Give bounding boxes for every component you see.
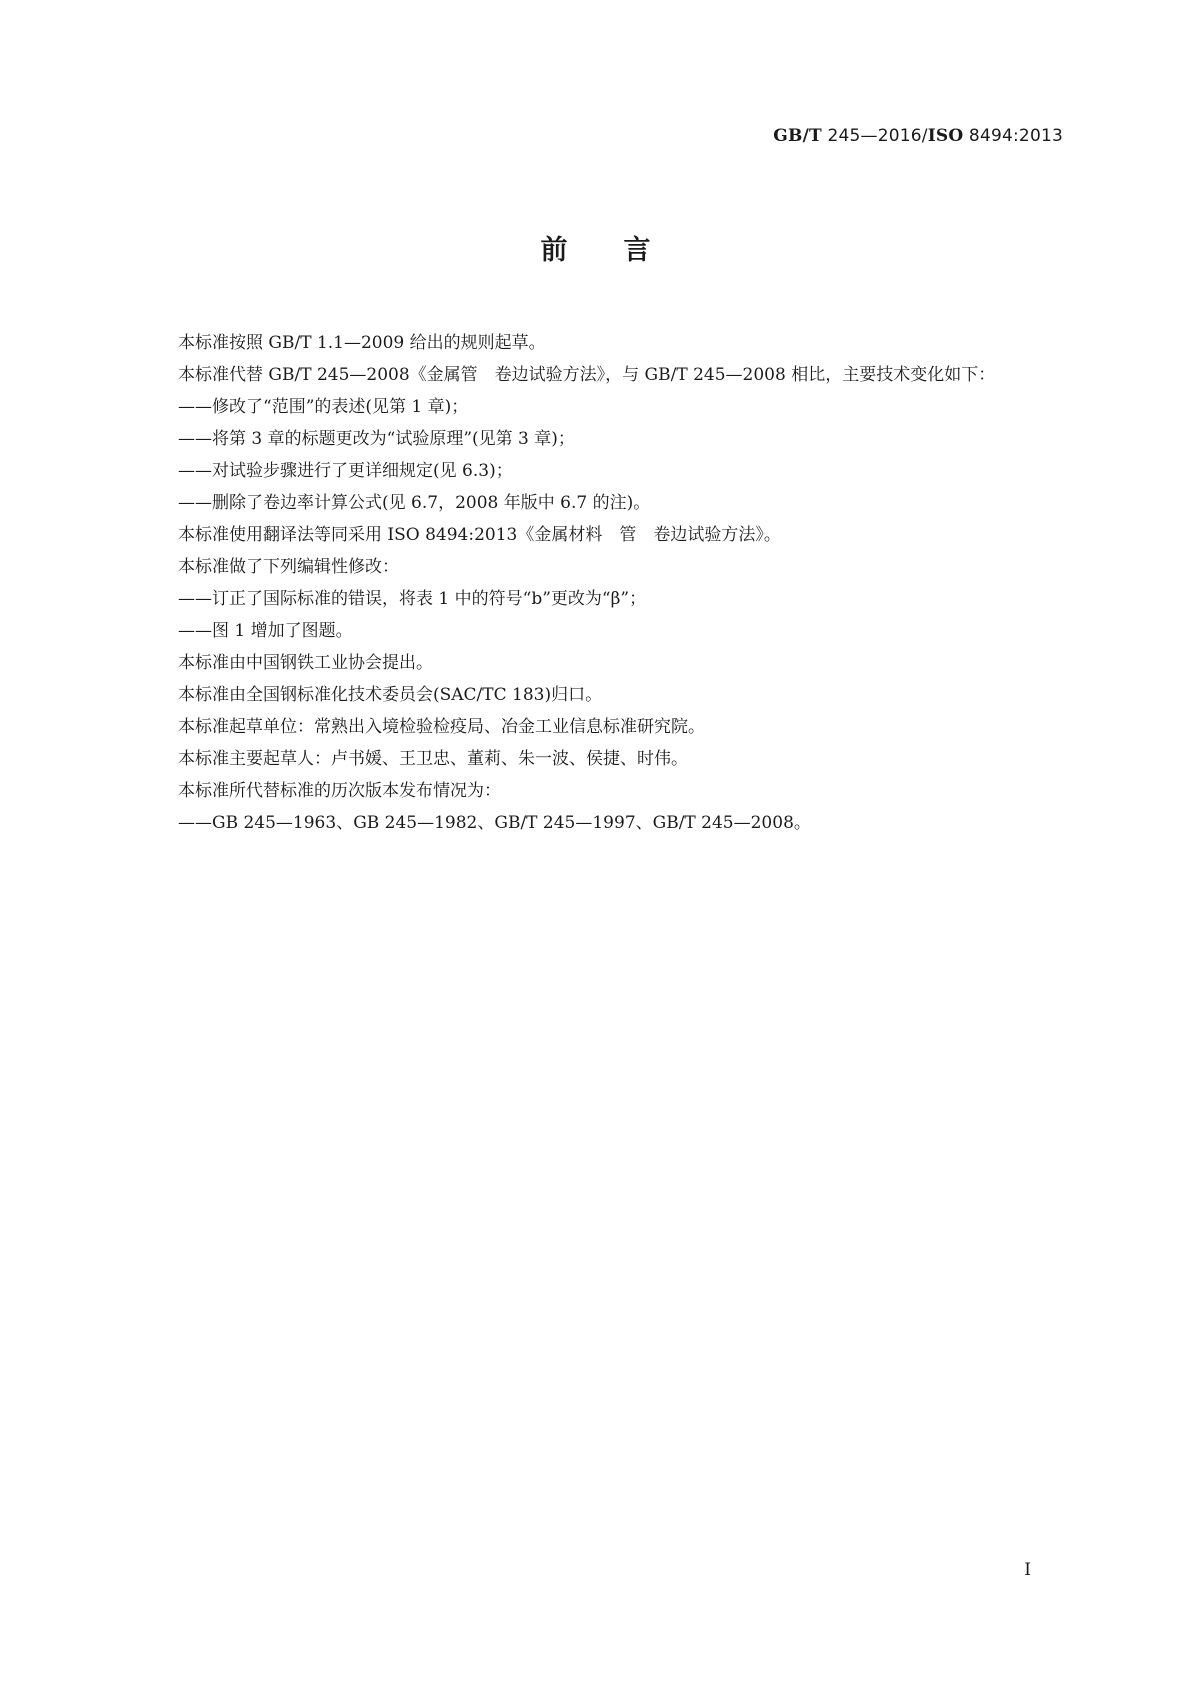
paragraph-proposed-by: 本标准由中国钢铁工业协会提出。: [178, 653, 433, 673]
paragraph-editorial-changes: 本标准做了下列编辑性修改：: [178, 557, 399, 577]
paragraph-drafting-rules: 本标准按照 GB/T 1.1—2009 给出的规则起草。: [178, 333, 546, 353]
paragraph-translation-method: 本标准使用翻译法等同采用 ISO 8494:2013《金属材料 管 卷边试验方法》。: [178, 525, 781, 545]
paragraph-previous-editions: 本标准所代替标准的历次版本发布情况为：: [178, 781, 501, 801]
title-char-1: 前: [540, 235, 568, 266]
paragraph-drafters: 本标准主要起草人：卢书媛、王卫忠、董莉、朱一波、侯捷、时伟。: [178, 749, 688, 769]
title-char-2: 言: [623, 235, 651, 266]
list-item-edit-1: ——订正了国际标准的错误，将表 1 中的符号“b”更改为“β”；: [178, 589, 647, 609]
document-code: [773, 126, 1063, 146]
code-prefix: GB/T: [773, 126, 822, 146]
list-item-edition-history: ——GB 245—1963、GB 245—1982、GB/T 245—1997、GB/T 245—2008。: [178, 813, 811, 833]
list-item-change-1: ——修改了“范围”的表述(见第 1 章)；: [178, 397, 469, 417]
page-number: I: [1024, 1560, 1031, 1580]
list-item-edit-2: ——图 1 增加了图题。: [178, 621, 353, 641]
list-item-change-3: ——对试验步骤进行了更详细规定(见 6.3)；: [178, 461, 513, 481]
code-number: 245—2016/: [821, 126, 928, 146]
page-title: [0, 228, 1191, 267]
list-item-change-2: ——将第 3 章的标题更改为“试验原理”(见第 3 章)；: [178, 429, 575, 449]
foreword-body: [126, 327, 1066, 839]
paragraph-responsible-committee: 本标准由全国钢标准化技术委员会(SAC/TC 183)归口。: [178, 685, 603, 705]
iso-number: 8494:2013: [963, 126, 1063, 146]
iso-prefix: ISO: [927, 126, 964, 146]
list-item-change-4: ——删除了卷边率计算公式(见 6.7，2008 年版中 6.7 的注)。: [178, 493, 651, 513]
paragraph-replaces: 本标准代替 GB/T 245—2008《金属管 卷边试验方法》，与 GB/T 245—2008 相比，主要技术变化如下：: [178, 365, 996, 385]
paragraph-drafting-units: 本标准起草单位：常熟出入境检验检疫局、冶金工业信息标准研究院。: [178, 717, 705, 737]
